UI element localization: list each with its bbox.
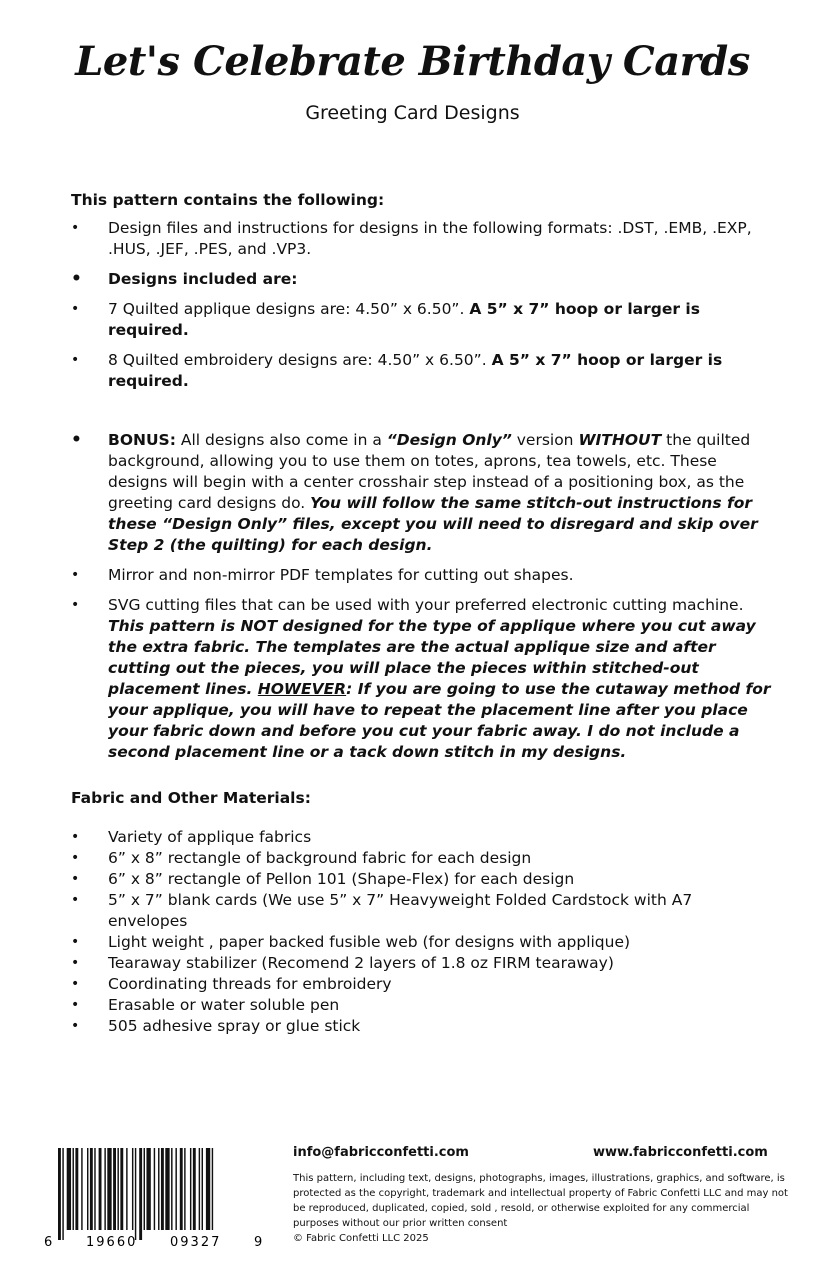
list-item [71,595,771,763]
material-item-text: Variety of applique fabrics [108,828,312,846]
copyright-text: © Fabric Confetti LLC 2025 [293,1233,429,1244]
barcode-bar [202,1148,203,1230]
bullet-icon: • [71,597,80,613]
bullet-icon: • [71,976,80,992]
barcode-bar [144,1148,145,1230]
material-item-text: Coordinating threads for embroidery [108,975,392,993]
list-item [71,269,771,290]
legal-notice [293,1171,793,1246]
barcode-digits: 19660 [86,1235,138,1248]
barcode-bar [180,1148,183,1230]
however-label: HOWEVER [257,680,347,698]
barcode-digits: 09327 [170,1235,222,1248]
barcode-bars [58,1148,213,1240]
barcode-bar [135,1148,136,1240]
barcode-digit: 9 [254,1235,263,1248]
barcode-bar [94,1148,95,1230]
legal-text: This pattern, including text, designs, photographs, images, illustrations, graphics, and software, is protected as the copyright, trademark and intellectual property of Fabric Confetti LLC and may not be reproduced, duplicated, copied, sold , resold, or otherwise exploited for any commercial purposes without our prior written consent [293,1173,788,1229]
bonus-text: the quilted background, allowing you to use them on totes, aprons, tea towels, etc. These designs will begin with a center crosshair step instead of a positioning box, as the greeting card designs do. [108,431,751,512]
barcode-bar [58,1148,61,1240]
cutaway-note: This pattern is NOT designed for the type of applique where you cut away the extra fabric. The templates are the actual applique size and after cutting out the pieces, you will place the pieces within stitched-out placement lines. [108,617,756,698]
barcode-bar [113,1148,116,1230]
barcode-bar [73,1148,74,1230]
barcode-bar [158,1148,159,1230]
list-item-text: Design files and instructions for designs in the following formats: .DST, .EMB, .EXP, .HUS, .JEF, .PES, and .VP3. [108,219,752,258]
bullet-icon: • [71,871,80,887]
material-item-text: 505 adhesive spray or glue stick [108,1017,361,1035]
design-only-label: “Design Only” [386,431,512,449]
materials-heading: Fabric and Other Materials: [71,789,311,807]
material-item-text: Erasable or water soluble pen [108,996,340,1014]
bullet-icon: • [71,1018,80,1034]
material-item [71,890,771,932]
list-item [71,565,771,586]
bullet-icon: • [71,829,80,845]
barcode-bar [126,1148,127,1230]
barcode-bar [132,1148,133,1230]
barcode-digit: 6 [44,1235,53,1248]
bullet-icon: • [71,934,80,950]
contact-website[interactable]: www.fabricconfetti.com [593,1145,768,1160]
materials-list [71,827,771,1037]
list-item-text: 7 Quilted applique designs are: 4.50” x 6.50”. [108,300,470,318]
barcode-bar [75,1148,78,1230]
barcode-image [40,1148,270,1248]
barcode-bar [90,1148,93,1230]
barcode-bar [165,1148,169,1230]
barcode-bar [104,1148,105,1230]
contact-email[interactable]: info@fabricconfetti.com [293,1145,469,1160]
barcode-bar [62,1148,63,1240]
material-item-text: 6” x 8” rectangle of background fabric for each design [108,849,532,867]
hoop-requirement: A 5” x 7” hoop or larger is required. [108,300,700,339]
contents-list [71,218,771,763]
barcode-bar [190,1148,191,1230]
material-item-text: Light weight , paper backed fusible web (for designs with applique) [108,933,631,951]
material-item [71,995,771,1016]
list-item-bonus [71,430,771,556]
material-item-text: 5” x 7” blank cards (We use 5” x 7” Heavyweight Folded Cardstock with A7 envelopes [108,891,693,930]
barcode-bar [199,1148,200,1230]
barcode-bar [154,1148,155,1230]
material-item-text: 6” x 8” rectangle of Pellon 101 (Shape-Flex) for each design [108,870,575,888]
contents-heading: This pattern contains the following: [71,191,385,209]
bullet-icon: • [71,892,80,908]
barcode-bar [117,1148,118,1230]
bullet-icon: • [71,567,80,583]
barcode-bar [99,1148,102,1230]
hoop-requirement: A 5” x 7” hoop or larger is required. [108,351,723,390]
material-item [71,848,771,869]
list-item-text: 8 Quilted embroidery designs are: 4.50” x 6.50”. [108,351,492,369]
barcode-bar [184,1148,185,1230]
bullet-icon: • [71,301,80,317]
bullet-icon: • [71,220,80,236]
bullet-icon: • [71,269,82,289]
bullet-icon: • [71,352,80,368]
barcode-bar [107,1148,111,1230]
bullet-icon: • [71,997,80,1013]
material-item [71,827,771,848]
bonus-note: You will follow the same stitch-out instructions for these “Design Only” files, except you will need to disregard and skip over Step 2 (the quilting) for each design. [108,494,758,554]
barcode-bar [175,1148,176,1230]
barcode-bar [171,1148,172,1230]
barcode-bar [193,1148,196,1230]
material-item [71,932,771,953]
list-item-text: SVG cutting files that can be used with your preferred electronic cutting machine. [108,596,744,614]
page-title: Let's Celebrate Birthday Cards [75,38,750,85]
barcode-bar [212,1148,213,1230]
list-item [71,218,771,260]
list-item [71,350,771,392]
list-item [71,299,771,341]
barcode-bar [81,1148,82,1230]
list-item-text: Designs included are: [108,270,298,288]
without-label: WITHOUT [578,431,662,449]
cutaway-note: : If you are going to use the cutaway method for your applique, you will have to repeat the placement line after you place your fabric down and before you cut your fabric away. I do not include a second placement line or a tack down stitch in my designs. [108,680,771,761]
barcode-bar [120,1148,123,1230]
bonus-text: All designs also come in a [175,431,387,449]
barcode-bar [67,1148,71,1230]
barcode-bar [161,1148,164,1230]
barcode-bar [206,1148,210,1230]
material-item [71,953,771,974]
barcode-bar [139,1148,142,1240]
page-subtitle: Greeting Card Designs [305,102,520,124]
bonus-text: version [511,431,579,449]
list-item-text: Mirror and non-mirror PDF templates for cutting out shapes. [108,566,574,584]
material-item [71,974,771,995]
barcode-bar [146,1148,150,1230]
bullet-icon: • [71,850,80,866]
bullet-icon: • [71,955,80,971]
bonus-label: BONUS: [108,431,176,449]
material-item-text: Tearaway stabilizer (Recomend 2 layers of 1.8 oz FIRM tearaway) [108,954,614,972]
bullet-icon: • [71,430,82,450]
barcode-bar [87,1148,88,1230]
material-item [71,1016,771,1037]
material-item [71,869,771,890]
